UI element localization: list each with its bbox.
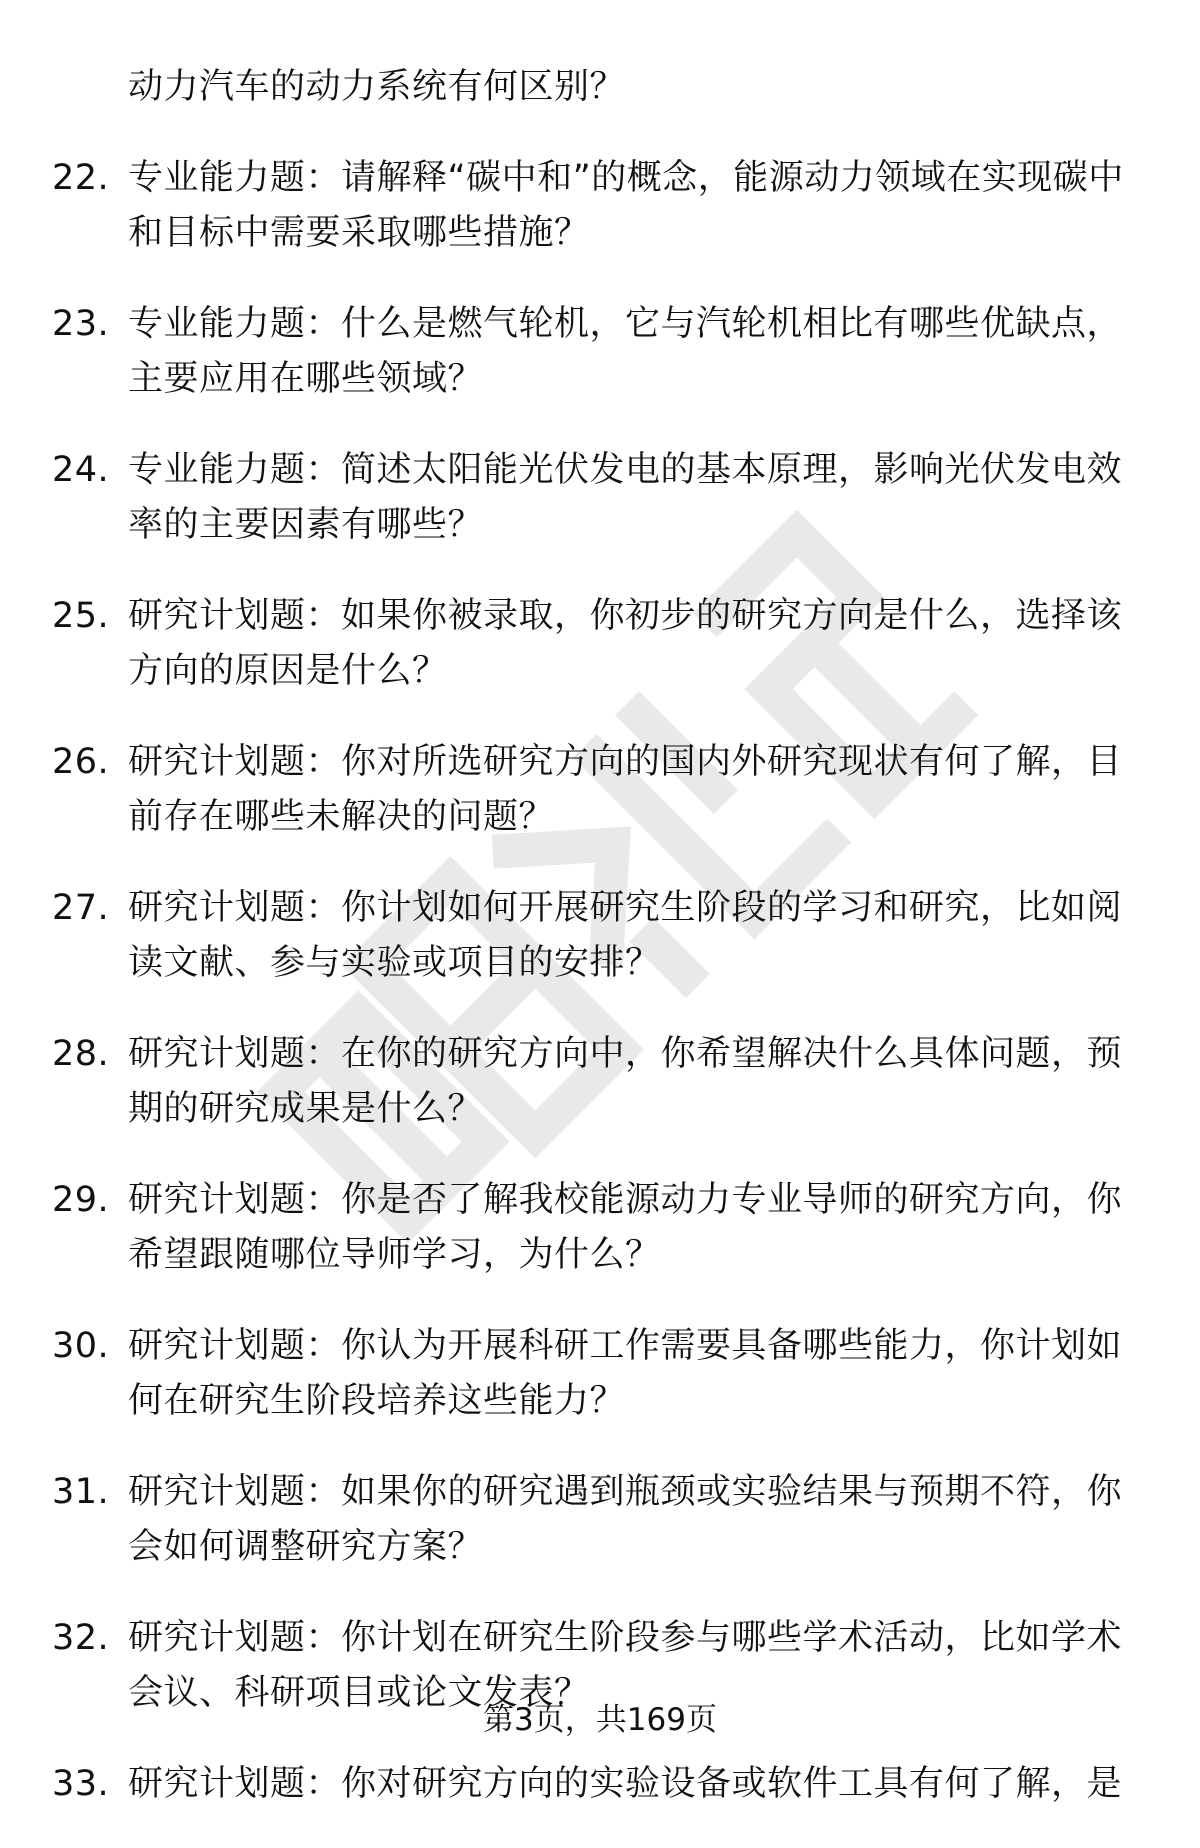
item-number: 23. [52,304,110,344]
item-text: 研究计划题：如果你被录取，你初步的研究方向是什么，选择该方向的原因是什么？ [128,596,1123,691]
list-item [0,1027,1200,1137]
item-number: 27. [52,888,110,928]
item-text: 专业能力题：简述太阳能光伏发电的基本原理，影响光伏发电效率的主要因素有哪些？ [128,450,1123,545]
item-number: 30. [52,1326,110,1366]
item-text: 研究计划题：在你的研究方向中，你希望解决什么具体问题，预期的研究成果是什么？ [128,1034,1123,1129]
item-text: 专业能力题：请解释“碳中和”的概念，能源动力领域在实现碳中和目标中需要采取哪些措施？ [128,158,1124,253]
page-footer: 第3页，共169页 [483,1702,717,1738]
list-item [0,443,1200,553]
list-item [0,881,1200,991]
list-item [0,1465,1200,1575]
item-text: 研究计划题：你对所选研究方向的国内外研究现状有何了解，目前存在哪些未解决的问题？ [128,742,1123,837]
list-item [0,1319,1200,1429]
list-item [0,60,1200,115]
list-item [0,297,1200,407]
item-text: 研究计划题：你对研究方向的实验设备或软件工具有何了解，是 [128,1764,1123,1804]
item-number: 24. [52,450,110,490]
item-text: 专业能力题：什么是燃气轮机，它与汽轮机相比有哪些优缺点，主要应用在哪些领域？ [128,304,1123,399]
item-text: 动力汽车的动力系统有何区别？ [128,67,626,107]
list-item [0,1173,1200,1283]
item-text: 研究计划题：你是否了解我校能源动力专业导师的研究方向，你希望跟随哪位导师学习，为什么？ [128,1180,1123,1275]
question-list [0,60,1200,1848]
item-text: 研究计划题：你认为开展科研工作需要具备哪些能力，你计划如何在研究生阶段培养这些能力？ [128,1326,1123,1421]
item-number: 33. [52,1764,110,1804]
item-number: 28. [52,1034,110,1074]
item-text: 研究计划题：你计划如何开展研究生阶段的学习和研究，比如阅读文献、参与实验或项目的安排？ [128,888,1123,983]
item-text: 研究计划题：你计划在研究生阶段参与哪些学术活动，比如学术会议、科研项目或论文发表？ [128,1618,1123,1713]
list-item [0,1757,1200,1812]
item-text: 研究计划题：如果你的研究遇到瓶颈或实验结果与预期不符，你会如何调整研究方案？ [128,1472,1123,1567]
item-number: 31. [52,1472,110,1512]
item-number: 32. [52,1618,110,1658]
list-item [0,735,1200,845]
list-item [0,589,1200,699]
item-number: 22. [52,158,110,198]
item-number: 26. [52,742,110,782]
item-number: 29. [52,1180,110,1220]
item-number: 25. [52,596,110,636]
list-item [0,151,1200,261]
